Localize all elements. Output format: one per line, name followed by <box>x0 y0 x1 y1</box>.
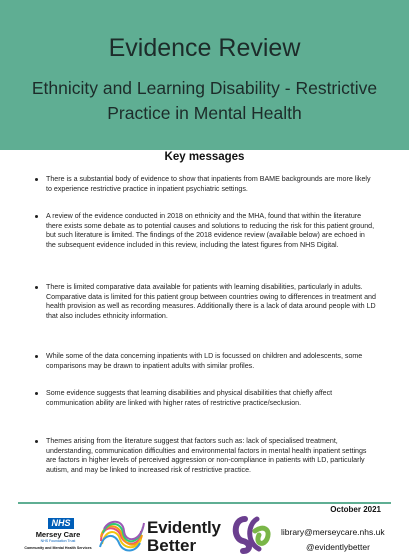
list-item <box>46 283 376 321</box>
bullet-dot-icon <box>35 178 38 181</box>
org-subtitle: NHS Foundation Trust <box>40 539 76 543</box>
brand-name-line2: Better <box>147 536 197 555</box>
knot-logo-icon <box>231 515 273 555</box>
header-banner <box>0 0 409 150</box>
contact-handle[interactable]: @evidentlybetter <box>306 542 370 552</box>
brand-name-line1: Evidently <box>147 518 221 537</box>
list-item <box>46 389 376 408</box>
page-title: Evidence Review <box>108 34 301 62</box>
org-subtitle-2: Community and Mental Health Services <box>24 546 92 550</box>
publication-date: October 2021 <box>330 505 381 514</box>
bullet-dot-icon <box>35 286 38 289</box>
key-messages-heading: Key messages <box>164 151 245 163</box>
list-item-text: A review of the evidence conducted in 2018 on ethnicity and the MHA, found that within the literature there exists some debate as to potential causes and solutions to reducing the risk for this patient ground, but such literature is limited. The findings of the 2018 evidence review (available below) are echoed in the subsequent evidence included in this review, including the latest figures from NHS Digital. <box>46 212 375 249</box>
list-item-text: While some of the data concerning inpatients with LD is focussed on children and adolescents, some comparisons may be drawn to inpatient adults with similar profiles. <box>46 352 363 370</box>
list-item-text: Some evidence suggests that learning disabilities and physical disabilities that chiefly affect communication ability are linked with higher rates of restrictive practice/seclusion. <box>46 389 333 407</box>
list-item <box>46 212 376 250</box>
page-subtitle: Ethnicity and Learning Disability - Restrictive Practice in Mental Health <box>31 78 378 123</box>
rainbow-swirl-icon <box>95 517 147 555</box>
bullet-dot-icon <box>35 392 38 395</box>
bullet-dot-icon <box>35 215 38 218</box>
list-item-text: Themes arising from the literature suggest that factors such as: lack of specialised treatment, understanding, communication difficulties and environmental factors in mental health inpatient settings are factors in higher levels of perceived aggression or non-compliance in patients with LD, particularly autism, and may be linked to increased risk of restrictive practice. <box>46 437 367 474</box>
footer-divider <box>18 502 391 504</box>
footer <box>0 515 409 557</box>
contact-email[interactable]: library@merseycare.nhs.uk <box>281 527 385 537</box>
list-item-text: There is limited comparative data available for patients with learning disabilities, particularly in adults. Comparative data is limited for this patient group between countries owing to differences in treatment and health provision as well as recording measures. Additionally there is a lack of data around people with LD that also includes ethnicity information. <box>46 283 376 320</box>
list-item-text: There is a substantial body of evidence to show that inpatients from BAME backgrounds are more likely to experience restrictive practice in inpatient psychiatric settings. <box>46 175 371 193</box>
list-item <box>46 437 376 475</box>
bullet-dot-icon <box>35 355 38 358</box>
list-item <box>46 352 376 371</box>
nhs-logo: NHS <box>48 518 74 529</box>
org-name: Mersey Care <box>35 530 81 539</box>
list-item <box>46 175 376 194</box>
bullet-dot-icon <box>35 440 38 443</box>
